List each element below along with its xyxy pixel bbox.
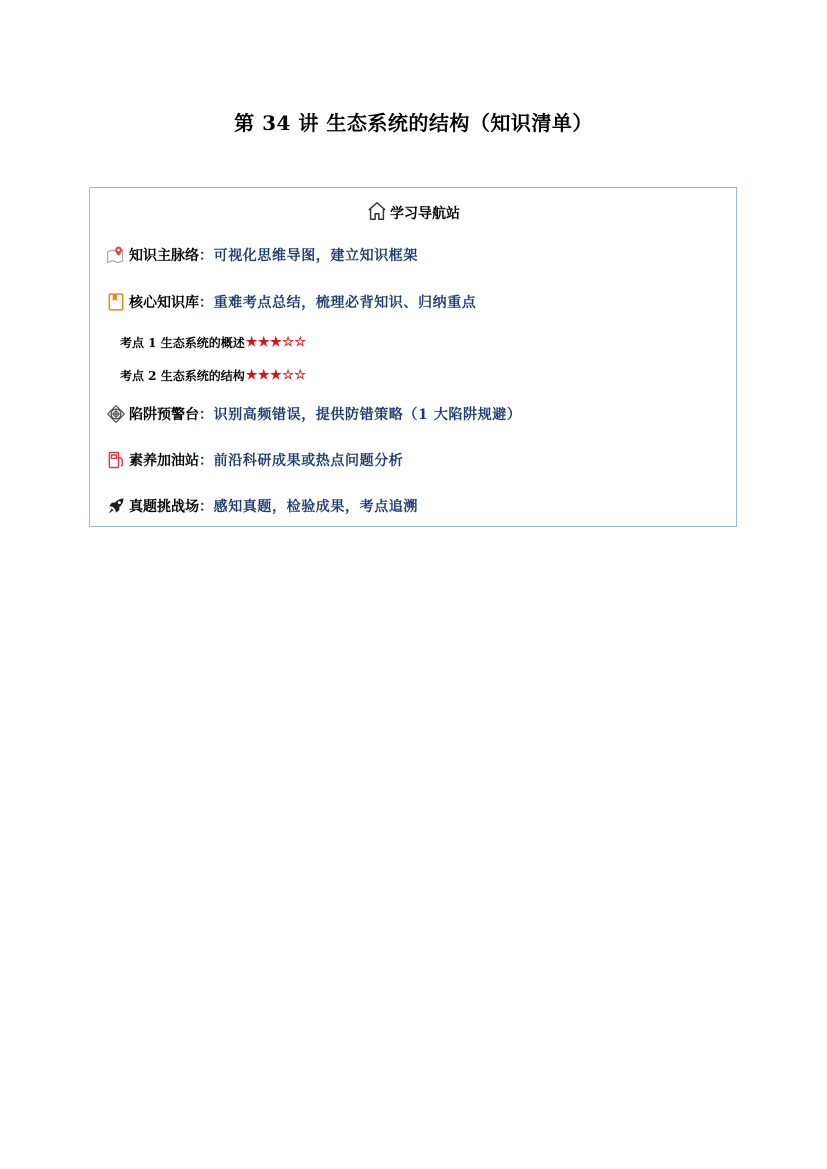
nav-row-desc: 前沿科研成果或热点问题分析 xyxy=(213,453,404,469)
fuel-pump-icon xyxy=(106,450,126,470)
nav-row-desc: 识别高频错误，提供防错策略（1 大陷阱规避） xyxy=(213,407,522,423)
nav-row-sep: ： xyxy=(199,453,214,469)
nav-row-label: 真题挑战场 xyxy=(129,499,199,515)
exam-point-2 xyxy=(120,367,307,384)
page-title: 第 34 讲 生态系统的结构（知识清单） xyxy=(234,111,593,135)
nav-row-core-knowledge xyxy=(106,292,476,312)
rocket-icon xyxy=(106,496,126,516)
star-rating xyxy=(246,368,307,383)
map-pin-icon xyxy=(106,245,126,265)
filled-stars: ★★★ xyxy=(245,368,283,383)
nav-row-sep: ： xyxy=(199,248,214,264)
nav-row-knowledge-map xyxy=(106,245,418,265)
nav-row-desc: 重难考点总结，梳理必背知识、归纳重点 xyxy=(213,295,477,311)
warning-target-icon xyxy=(106,404,126,424)
star-rating xyxy=(246,335,307,350)
empty-stars: ☆☆ xyxy=(282,368,307,383)
nav-row-label: 知识主脉络 xyxy=(129,248,199,264)
nav-row-label: 素养加油站 xyxy=(129,453,199,469)
nav-row-real-exam xyxy=(106,496,418,516)
nav-row-trap-warning xyxy=(106,404,521,424)
nav-row-sep: ： xyxy=(199,499,214,515)
nav-row-literacy-station xyxy=(106,450,403,470)
book-icon xyxy=(106,292,126,312)
nav-row-label: 陷阱预警台 xyxy=(129,407,199,423)
box-header-label: 学习导航站 xyxy=(390,206,460,222)
box-header xyxy=(90,200,736,226)
empty-stars: ☆☆ xyxy=(282,335,307,350)
home-icon xyxy=(366,200,388,226)
study-navigation-box xyxy=(89,187,737,527)
nav-row-sep: ： xyxy=(199,407,214,423)
nav-row-desc: 感知真题，检验成果，考点追溯 xyxy=(213,499,419,515)
filled-stars: ★★★ xyxy=(245,335,283,350)
nav-row-label: 核心知识库 xyxy=(129,295,199,311)
nav-row-sep: ： xyxy=(199,295,214,311)
exam-point-label: 考点 1 生态系统的概述 xyxy=(120,336,245,350)
exam-point-label: 考点 2 生态系统的结构 xyxy=(120,369,245,383)
nav-row-desc: 可视化思维导图，建立知识框架 xyxy=(213,248,419,264)
exam-point-1 xyxy=(120,334,307,351)
